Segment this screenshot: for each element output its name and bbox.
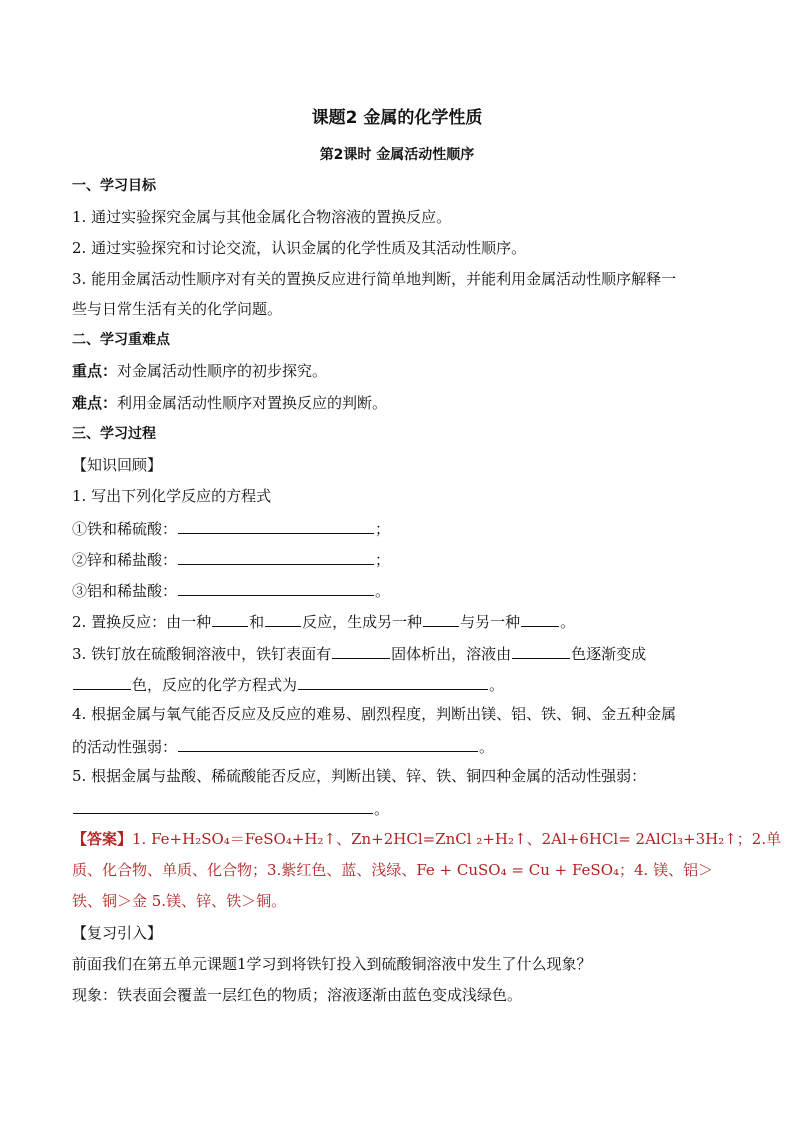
punctuation: 。 [560, 613, 576, 631]
answer-blank[interactable] [73, 797, 373, 814]
answer-text: 1. Fe+H₂SO₄＝FeSO₄+H₂↑、Zn+2HCl=ZnCl ₂+H₂↑、2Al+6HCl= 2AlCl₃+3H₂↑；2.单 [132, 830, 782, 848]
answer-blank[interactable] [298, 673, 488, 690]
punctuation: ； [375, 520, 391, 538]
punctuation: 。 [489, 676, 505, 694]
question-text: 的活动性强弱： [72, 738, 178, 756]
answer-blank[interactable] [178, 517, 374, 534]
question-3-cont [72, 673, 722, 695]
objective-item-3: 3. 能用金属活动性顺序对有关的置换反应进行简单地判断，并能利用金属活动性顺序解释一 [72, 270, 677, 288]
question-1c [72, 579, 722, 601]
answer-line-2: 质、化合物、单质、化合物；3.紫红色、蓝、浅绿、Fe + CuSO₄ = Cu + FeSO₄；4. 镁、铝＞ [72, 861, 714, 879]
question-4: 4. 根据金属与氧气能否反应及反应的难易、剧烈程度，判断出镁、铝、铁、铜、金五种金属 [72, 705, 677, 723]
question-text: 与另一种 [460, 613, 521, 631]
question-1c-label: ③铝和稀盐酸： [72, 582, 178, 600]
question-4-cont [72, 735, 722, 757]
answer-tag: 【答案】 [72, 830, 133, 848]
question-1b-label: ②锌和稀盐酸： [72, 551, 178, 569]
question-1b [72, 548, 722, 570]
difficult-text: 利用金属活动性顺序对置换反应的判断。 [117, 394, 388, 412]
answer-blank[interactable] [178, 579, 374, 596]
difficult-label: 难点： [72, 394, 118, 412]
answer-blank[interactable] [212, 610, 248, 627]
review-heading: 【知识回顾】 [72, 456, 163, 474]
question-text: 反应，生成另一种 [302, 613, 423, 631]
question-1a [72, 517, 722, 539]
answer-blank[interactable] [332, 642, 390, 659]
answer-blank[interactable] [73, 673, 131, 690]
question-text: 色逐渐变成 [571, 645, 647, 663]
answer-blank[interactable] [521, 610, 559, 627]
answer-line-3: 铁、铜＞金 5.镁、锌、铁＞铜。 [72, 892, 287, 910]
punctuation: 。 [479, 738, 495, 756]
difficult-point [72, 393, 722, 413]
question-2 [72, 610, 722, 632]
answer-blank[interactable] [178, 548, 374, 565]
question-text: 2. 置换反应：由一种 [72, 613, 212, 631]
page-subtitle: 第2课时 金属活动性顺序 [319, 147, 475, 163]
intro-question: 前面我们在第五单元课题1学习到将铁钉投入到硫酸铜溶液中发生了什么现象？ [72, 955, 592, 973]
question-text: 固体析出，溶液由 [391, 645, 512, 663]
question-1a-label: ①铁和稀硫酸： [72, 520, 178, 538]
objective-item-1: 1. 通过实验探究金属与其他金属化合物溶液的置换反应。 [72, 208, 452, 226]
question-5: 5. 根据金属与盐酸、稀硫酸能否反应，判断出镁、锌、铁、铜四种金属的活动性强弱： [72, 767, 647, 785]
key-point [72, 361, 722, 381]
key-text: 对金属活动性顺序的初步探究。 [117, 362, 328, 380]
section-heading-objectives: 一、学习目标 [72, 178, 156, 194]
question-5-cont [72, 797, 722, 819]
answer-blank[interactable] [423, 610, 459, 627]
question-3 [72, 642, 722, 664]
question-1: 1. 写出下列化学反应的方程式 [72, 487, 272, 505]
answer-blank[interactable] [512, 642, 570, 659]
answer-blank[interactable] [178, 735, 478, 752]
answer-blank[interactable] [265, 610, 301, 627]
intro-answer: 现象：铁表面会覆盖一层红色的物质；溶液逐渐由蓝色变成浅绿色。 [72, 986, 523, 1004]
question-text: 和 [249, 613, 265, 631]
question-text: 色，反应的化学方程式为 [132, 676, 298, 694]
objective-item-2: 2. 通过实验探究和讨论交流，认识金属的化学性质及其活动性顺序。 [72, 239, 527, 257]
key-label: 重点： [72, 362, 118, 380]
punctuation: 。 [374, 800, 390, 818]
punctuation: ； [375, 551, 391, 569]
question-text: 3. 铁钉放在硫酸铜溶液中，铁钉表面有 [72, 645, 332, 663]
section-heading-process: 三、学习过程 [72, 426, 156, 442]
answer-line-1 [72, 829, 782, 849]
page-title: 课题2 金属的化学性质 [311, 108, 483, 128]
punctuation: 。 [375, 582, 391, 600]
intro-heading: 【复习引入】 [72, 924, 163, 942]
objective-item-3-cont: 些与日常生活有关的化学问题。 [72, 300, 283, 318]
section-heading-keypoints: 二、学习重难点 [72, 332, 170, 348]
